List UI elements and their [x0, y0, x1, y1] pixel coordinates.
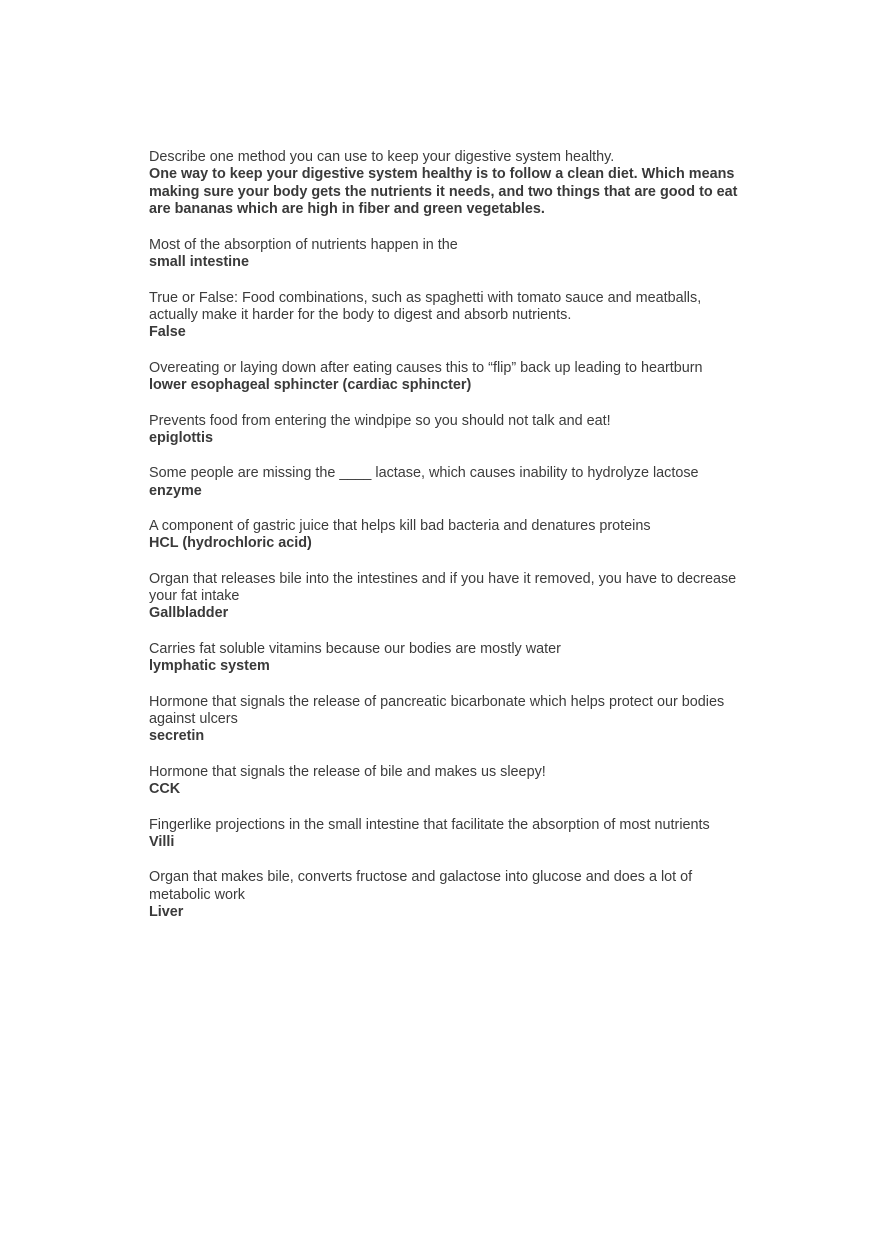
question-text: Organ that releases bile into the intestines and if you have it removed, you have to decrease your fat intake [149, 570, 737, 605]
qa-item [149, 571, 739, 623]
question-text: Hormone that signals the release of bile and makes us sleepy! [149, 763, 546, 780]
answer-text: Gallbladder [149, 605, 229, 622]
question-text: Hormone that signals the release of pancreatic bicarbonate which helps protect our bodies against ulcers [149, 693, 725, 727]
answer-text: Villi [149, 833, 175, 850]
qa-item [149, 149, 739, 219]
qa-item [149, 518, 739, 553]
qa-item [149, 237, 739, 272]
answer-text: False [149, 324, 186, 341]
answer-text: small intestine [149, 254, 249, 271]
answer-text: One way to keep your digestive system healthy is to follow a clean diet. Which means making sure your body gets the nutrients it needs, and two things that are good to eat are bananas which are high in fiber and green vegetables. [149, 166, 738, 218]
question-text: Describe one method you can use to keep your digestive system healthy. [149, 149, 615, 165]
question-text: Organ that makes bile, converts fructose and galactose into glucose and does a lot of metabolic work [149, 869, 693, 903]
question-text: Overeating or laying down after eating causes this to “flip” back up leading to heartburn [149, 359, 703, 376]
answer-text: CCK [149, 780, 181, 797]
question-text: Prevents food from entering the windpipe so you should not talk and eat! [149, 412, 611, 429]
qa-item [149, 641, 739, 676]
question-text: True or False: Food combinations, such as spaghetti with tomato sauce and meatballs, actually make it harder for the body to digest and absorb nutrients. [149, 289, 702, 323]
qa-item [149, 694, 739, 746]
answer-text: enzyme [149, 482, 202, 499]
qa-item [149, 360, 739, 395]
question-text: Most of the absorption of nutrients happen in the [149, 236, 458, 253]
answer-text: HCL (hydrochloric acid) [149, 535, 312, 552]
question-text: Fingerlike projections in the small intestine that facilitate the absorption of most nutrients [149, 816, 710, 833]
answer-text: lower esophageal sphincter (cardiac sphincter) [149, 376, 472, 393]
answer-text: lymphatic system [149, 658, 270, 675]
answer-text: Liver [149, 903, 184, 920]
qa-item [149, 465, 739, 500]
question-text: Carries fat soluble vitamins because our bodies are mostly water [149, 640, 561, 657]
qa-item [149, 290, 739, 342]
qa-item [149, 764, 739, 799]
question-text: A component of gastric juice that helps kill bad bacteria and denatures proteins [149, 518, 651, 535]
qa-item [149, 869, 739, 921]
answer-text: epiglottis [149, 429, 213, 446]
question-text: Some people are missing the ____ lactase, which causes inability to hydrolyze lactose [149, 465, 699, 482]
document-page [149, 149, 739, 939]
qa-item [149, 817, 739, 852]
qa-item [149, 413, 739, 448]
answer-text: secretin [149, 728, 205, 745]
